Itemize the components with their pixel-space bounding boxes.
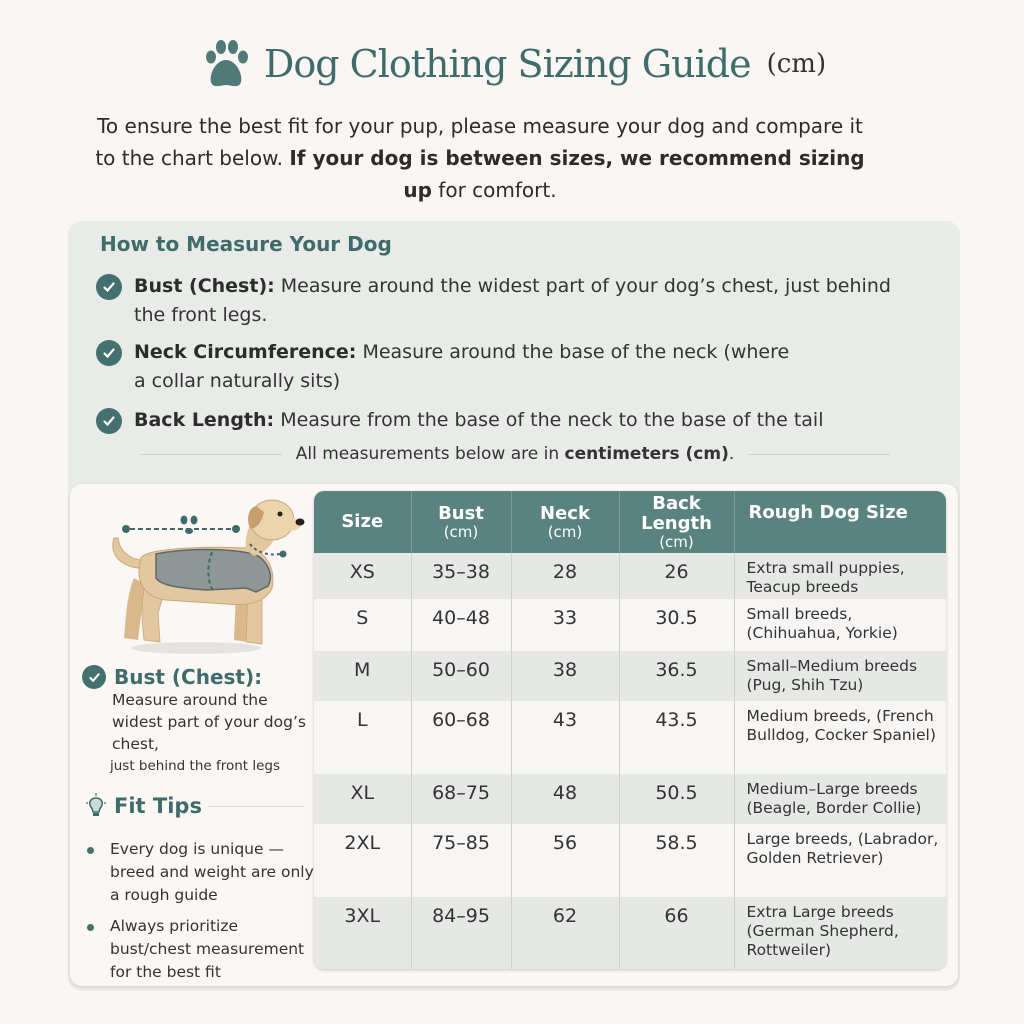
- units-note: [140, 444, 890, 464]
- cell-back: 26: [619, 553, 734, 599]
- measure-item-back-length: [96, 406, 916, 435]
- table-row: [314, 824, 946, 897]
- cell-neck: 38: [511, 651, 619, 701]
- cell-neck: 56: [511, 824, 619, 897]
- cell-dog: Extra small puppies, Teacup breeds: [734, 553, 946, 599]
- cell-bust: 84–95: [411, 897, 511, 969]
- units-note-text: [296, 444, 735, 464]
- title-unit: (cm): [766, 49, 827, 79]
- measure-item-text: [134, 406, 823, 435]
- cell-dog: Medium–Large breeds (Beagle, Border Collie): [734, 774, 946, 824]
- measure-item-neck: [96, 338, 796, 396]
- cell-size: XS: [314, 553, 411, 599]
- page-header: [0, 36, 1024, 92]
- side-bust-text: Measure around the widest part of your dog’s chest,: [112, 691, 306, 753]
- col-header-back-length: Back Length (cm): [619, 491, 734, 553]
- cell-size: 3XL: [314, 897, 411, 969]
- measure-item-desc: Measure around the base of the neck (where a collar naturally sits): [134, 341, 790, 392]
- side-bust-info: [82, 665, 312, 777]
- check-circle-icon: [96, 408, 122, 434]
- check-circle-icon: [96, 340, 122, 366]
- divider: [748, 454, 890, 455]
- measure-item-text: [134, 272, 916, 330]
- fit-tips-list: [84, 838, 314, 992]
- intro-text-1: To ensure the best fit for your pup, please measure your dog and compare it to the chart below.: [95, 114, 863, 170]
- cell-bust: 50–60: [411, 651, 511, 701]
- cell-bust: 40–48: [411, 599, 511, 651]
- table-row: [314, 553, 946, 599]
- cell-back: 50.5: [619, 774, 734, 824]
- fit-tip-item: Always prioritize bust/chest measurement for the best fit: [84, 915, 314, 984]
- size-table: [314, 491, 946, 969]
- cell-back: 43.5: [619, 701, 734, 774]
- measure-item-text: [134, 338, 796, 396]
- lightbulb-icon: [84, 793, 108, 819]
- col-header-rough-dog-size: Rough Dog Size: [734, 491, 946, 553]
- note-bold: centimeters (cm): [564, 444, 729, 464]
- cell-dog: Small–Medium breeds (Pug, Shih Tzu): [734, 651, 946, 701]
- fit-tip-item: Every dog is unique — breed and weight are only a rough guide: [84, 838, 314, 907]
- fit-tips-title: Fit Tips: [114, 794, 202, 818]
- cell-dog: Large breeds, (Labrador, Golden Retriever): [734, 824, 946, 897]
- measure-item-label: Neck Circumference:: [134, 341, 357, 363]
- intro-text-2: for comfort.: [431, 178, 557, 202]
- table-row: [314, 651, 946, 701]
- dog-illustration: [86, 488, 306, 658]
- side-bust-text-small: just behind the front legs: [110, 758, 281, 774]
- cell-size: 2XL: [314, 824, 411, 897]
- cell-bust: 75–85: [411, 824, 511, 897]
- paw-icon: [198, 36, 254, 92]
- check-circle-icon: [96, 274, 122, 300]
- cell-neck: 62: [511, 897, 619, 969]
- measure-item-label: Back Length:: [134, 409, 275, 431]
- cell-neck: 28: [511, 553, 619, 599]
- note-prefix: All measurements below are in: [295, 444, 565, 464]
- cell-back: 66: [619, 897, 734, 969]
- measure-item-label: Bust (Chest):: [134, 275, 275, 297]
- measure-item-desc: Measure around the widest part of your dog’s chest, just behind the front legs.: [134, 275, 891, 326]
- cell-size: M: [314, 651, 411, 701]
- cell-dog: Small breeds, (Chihuahua, Yorkie): [734, 599, 946, 651]
- fit-tips-heading: [84, 793, 304, 819]
- cell-neck: 33: [511, 599, 619, 651]
- col-header-bust: Bust (cm): [411, 491, 511, 553]
- divider: [140, 454, 282, 455]
- check-circle-icon: [82, 665, 106, 689]
- cell-back: 58.5: [619, 824, 734, 897]
- side-bust-heading: [82, 665, 312, 689]
- cell-size: S: [314, 599, 411, 651]
- cell-size: XL: [314, 774, 411, 824]
- cell-bust: 68–75: [411, 774, 511, 824]
- measure-item-bust: [96, 272, 916, 330]
- cell-neck: 43: [511, 701, 619, 774]
- page-title: Dog Clothing Sizing Guide: [263, 42, 751, 86]
- cell-neck: 48: [511, 774, 619, 824]
- table-header-row: [314, 491, 946, 553]
- cell-dog: Medium breeds, (French Bulldog, Cocker Spaniel): [734, 701, 946, 774]
- cell-dog: Extra Large breeds (German Shepherd, Rottweiler): [734, 897, 946, 969]
- intro-paragraph: [90, 110, 870, 206]
- table-row: [314, 599, 946, 651]
- cell-bust: 35–38: [411, 553, 511, 599]
- measure-section-title: How to Measure Your Dog: [100, 232, 392, 256]
- table-row: [314, 774, 946, 824]
- divider: [208, 806, 304, 807]
- table-row: [314, 897, 946, 969]
- cell-back: 30.5: [619, 599, 734, 651]
- cell-bust: 60–68: [411, 701, 511, 774]
- measure-item-desc: Measure from the base of the neck to the base of the tail: [274, 409, 824, 431]
- cell-back: 36.5: [619, 651, 734, 701]
- side-bust-title: Bust (Chest):: [114, 665, 263, 689]
- intro-text-bold: If your dog is between sizes, we recommend sizing up: [289, 146, 865, 202]
- cell-size: L: [314, 701, 411, 774]
- col-header-neck: Neck (cm): [511, 491, 619, 553]
- note-suffix: .: [728, 444, 735, 464]
- col-header-size: Size: [314, 491, 411, 553]
- table-row: [314, 701, 946, 774]
